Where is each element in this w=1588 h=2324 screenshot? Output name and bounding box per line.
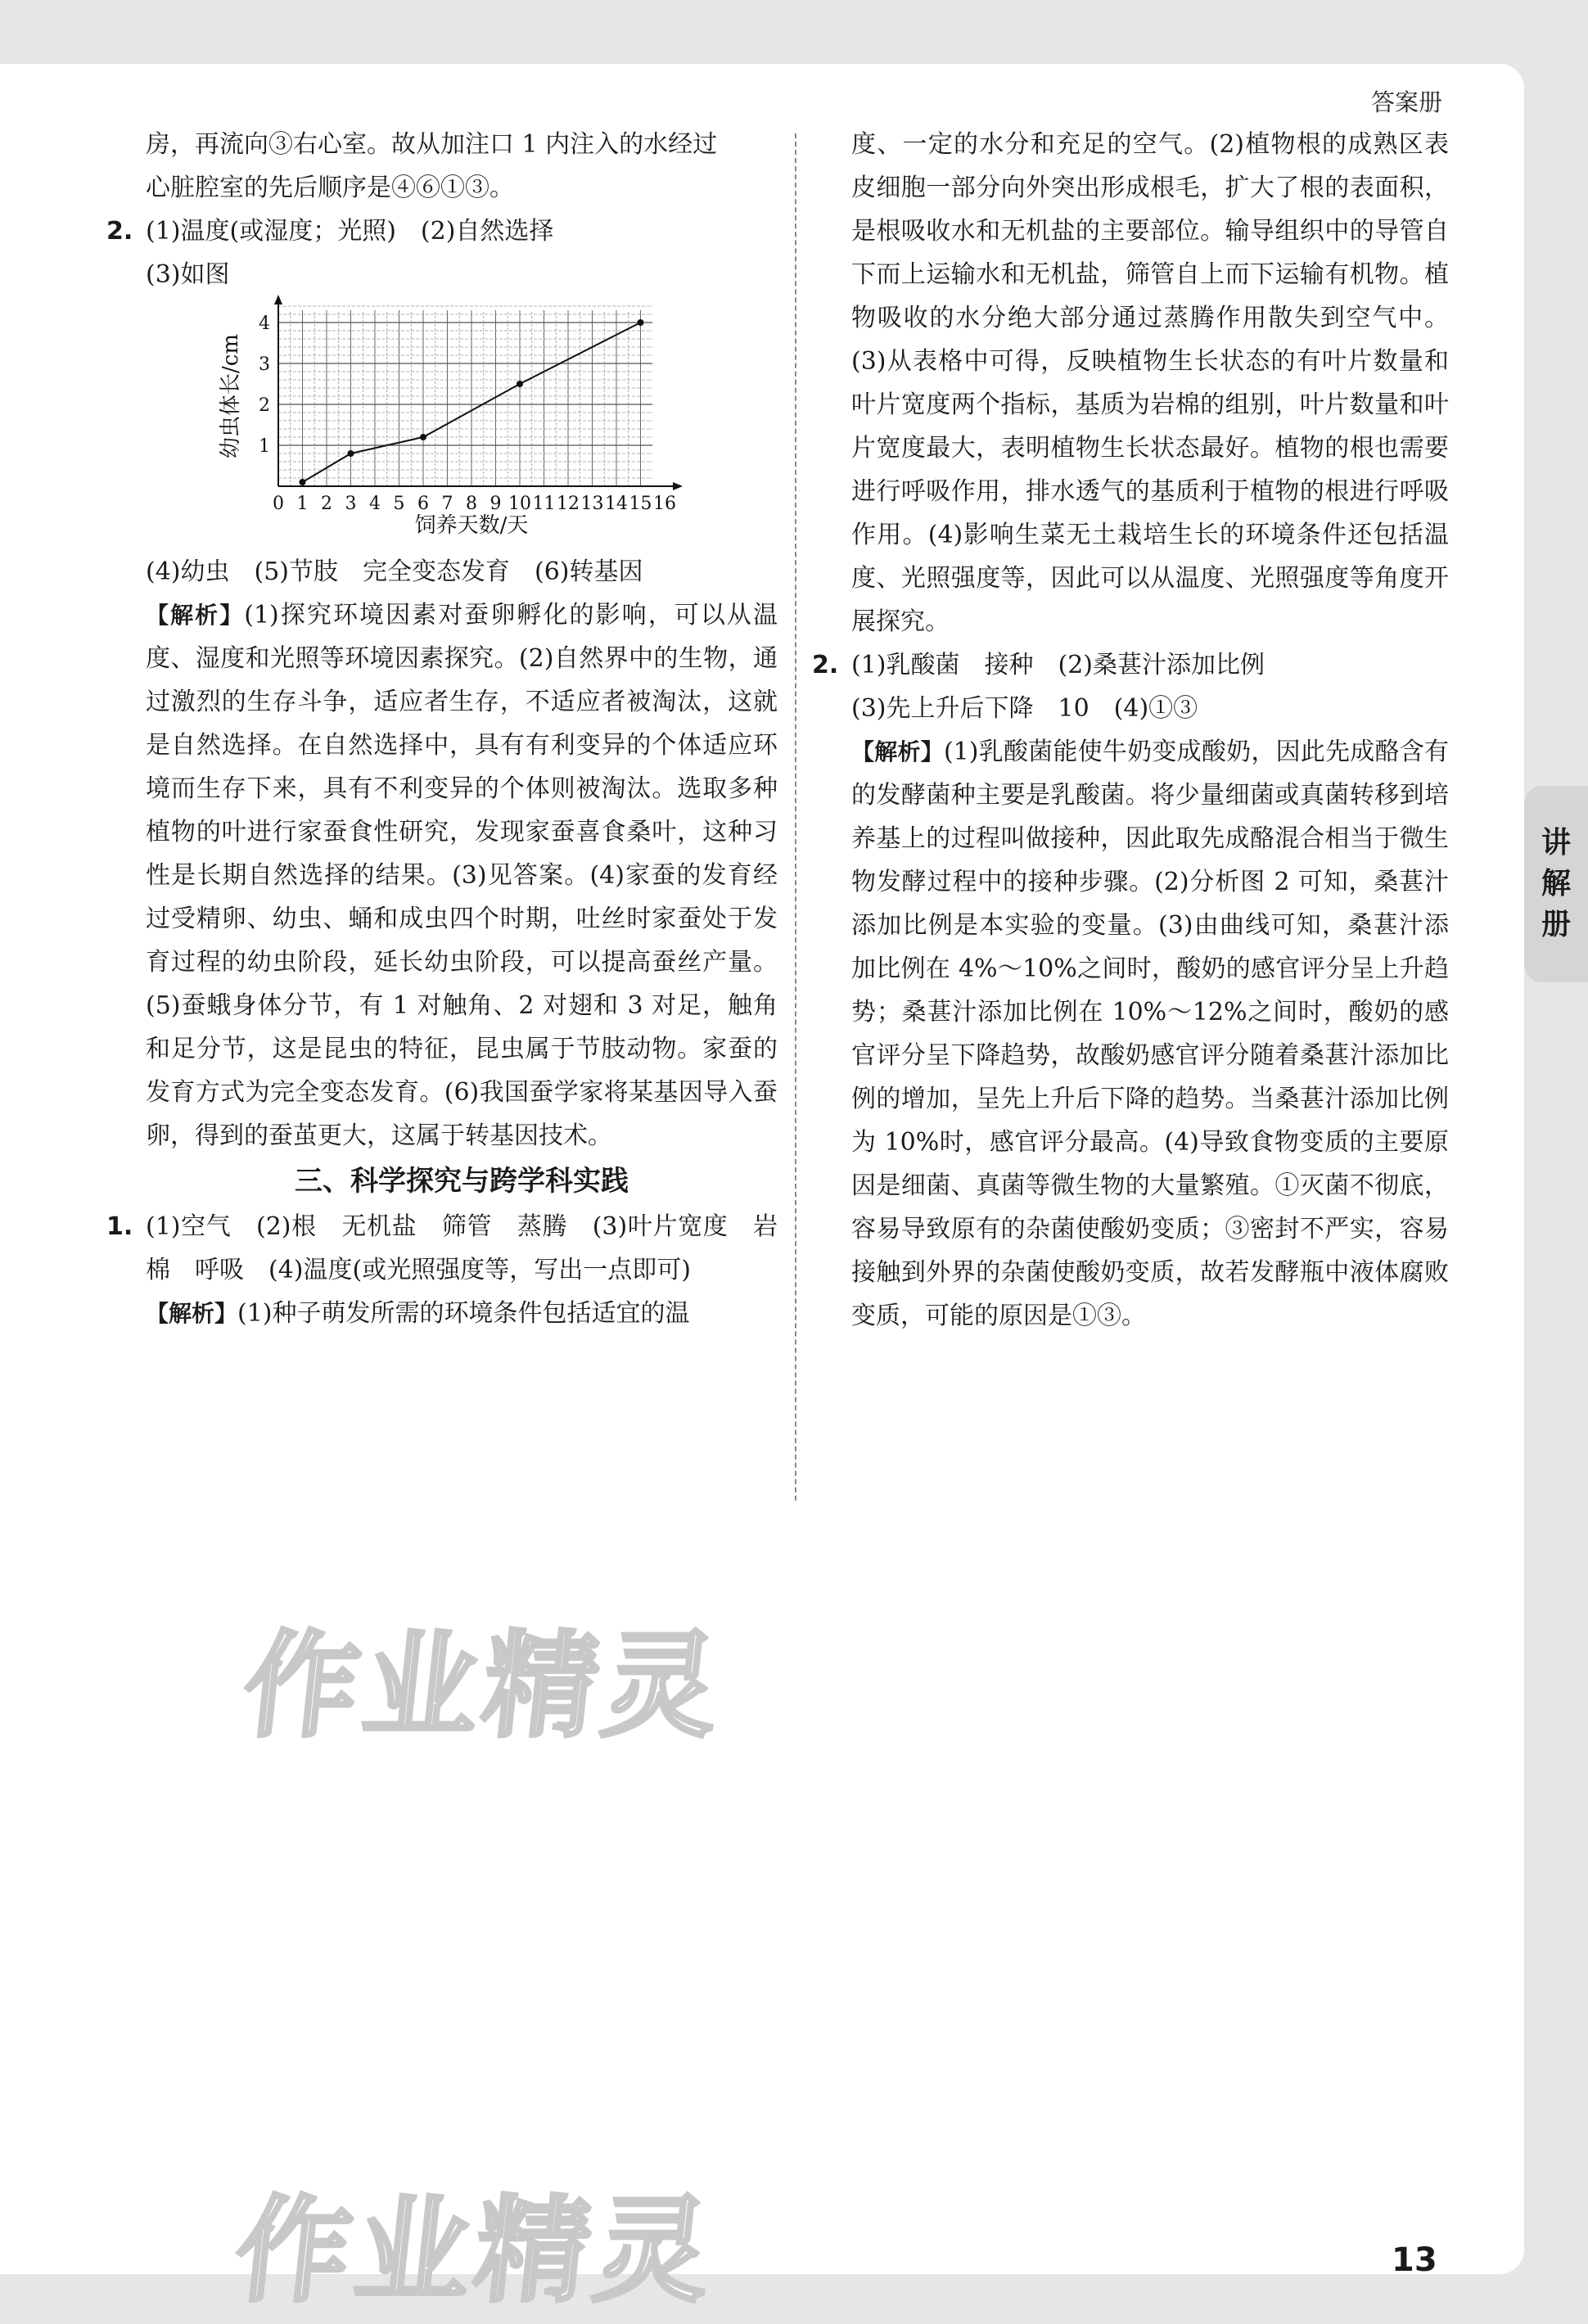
watermark: 作业精灵 [237,1620,730,1753]
x-tick-label: 7 [441,494,453,514]
page-number: 13 [1392,2241,1437,2279]
x-tick-label: 16 [653,494,676,514]
analysis-label: 【解析】 [851,738,944,765]
larva-length-chart [146,300,778,545]
x-tick-label: 15 [629,494,652,514]
header-label: 答案册 [1370,88,1442,116]
analysis-text: (1)乳酸菌能使牛奶变成酸奶，因此先成酪含有的发酵菌种主要是乳酸菌。将少量细菌或真菌转移到培养基上的过程叫做接种，因此取先成酪混合相当于微生物发酵过程中的接种步骤。(2)分析图 2 可知，桑葚汁添加比例是本实验的变量。(3)由曲线可知，桑葚汁添加比例在 4%～10%之间时，酸奶的感官评分呈上升趋势；桑葚汁添加比例在 10%～12%之间时，酸奶的感官评分呈下降趋势，故酸奶感官评分随着桑葚汁添加比例的增加，呈先上升后下降的趋势。当桑葚汁添加比例为 10%时，感官评分最高。(4)导致食物变质的主要原因是细菌、真菌等微生物的大量繁殖。①灭菌不彻底，容易导致原有的杂菌使酸奶变质；③密封不严实，容易接触到外界的杂菌使酸奶变质，故若发酵瓶中液体腐败变质，可能的原因是①③。 [851,738,1449,1330]
analysis-text: (1)探究环境因素对蚕卵孵化的影响，可以从温度、湿度和光照等环境因素探究。(2)自然界中的生物，通过激烈的生存斗争，适应者生存，不适应者被淘汰，这就是自然选择。在自然选择中，具有有利变异的个体适应环境而生存下来，具有不利变异的个体则被淘汰。选取多种植物的叶进行家蚕食性研究，发现家蚕喜食桑叶，这种习性是长期自然选择的结果。(3)见答案。(4)家蚕的发育经过受精卵、幼虫、蛹和成虫四个时期，吐丝时家蚕处于发育过程的幼虫阶段，延长幼虫阶段，可以提高蚕丝产量。(5)蚕蛾身体分节，有 1 对触角、2 对翅和 3 对足，触角和足分节，这是昆虫的特征，昆虫属于节肢动物。家蚕的发育方式为完全变态发育。(6)我国蚕学家将某基因导入蚕卵，得到的蚕茧更大，这属于转基因技术。 [146,601,778,1150]
x-tick-label: 10 [508,494,531,514]
data-point [420,434,426,440]
answer-line-2: (3)如图 [146,260,230,289]
x-tick-label: 12 [557,494,580,514]
answer-line-3: (4)幼虫 (5)节肢 完全变态发育 (6)转基因 [146,557,643,586]
x-tick-label: 2 [321,494,332,514]
x-tick-label: 1 [296,494,309,514]
x-tick-label: 8 [466,494,477,514]
side-tab-char: 册 [1541,908,1571,941]
data-point [638,319,644,326]
y-tick-label: 4 [259,314,270,334]
answer-line-1: (1)温度(或湿度；光照) (2)自然选择 [146,217,554,246]
side-tab-char: 解 [1541,867,1571,900]
analysis-paragraph [146,1292,778,1335]
answer-line-1: (1)乳酸菌 接种 (2)桑葚汁添加比例 [851,651,1265,679]
answer-line-2: (3)先上升后下降 10 (4)①③ [851,694,1198,723]
intro-line-2: 心脏腔室的先后顺序是④⑥①③。 [146,174,514,202]
x-axis-label: 饲养天数/天 [414,513,529,538]
side-tab[interactable] [1524,786,1588,982]
y-tick-label: 3 [259,354,270,375]
page [0,64,1524,2318]
question-number: 2. [812,651,839,679]
question-1-left [106,1205,778,1335]
answer-paragraph: (1)空气 (2)根 无机盐 筛管 蒸腾 (3)叶片宽度 岩棉 呼吸 (4)温度(或光照强度等，写出一点即可) [146,1212,778,1284]
y-tick-label: 1 [259,436,270,457]
x-tick-label: 9 [489,494,502,514]
intro-line-1: 房，再流向③右心室。故从加注口 1 内注入的水经过 [146,130,718,159]
data-point [300,479,306,485]
question-number: 2. [106,217,133,246]
x-tick-label: 5 [393,494,405,514]
side-tab-char: 讲 [1541,826,1571,860]
analysis-text: (1)种子萌发所需的环境条件包括适宜的温 [237,1299,690,1328]
question-2-right [812,643,1449,1338]
watermark: 作业精灵 [229,2185,722,2318]
right-column [812,123,1449,1338]
x-tick-label: 14 [605,494,628,514]
column-divider [795,133,796,1500]
analysis-paragraph [851,730,1449,1338]
x-tick-label: 4 [369,494,381,514]
x-axis-arrow [673,482,683,490]
left-column [106,123,778,1335]
analysis-paragraph [146,593,778,1157]
y-axis-label: 幼虫体长/cm [219,334,243,458]
x-tick-label: 13 [580,494,604,514]
data-point [517,381,523,387]
x-tick-label: 3 [345,494,357,514]
analysis-label: 【解析】 [146,1300,238,1327]
y-tick-label: 2 [259,395,270,416]
chart-svg [146,300,676,545]
data-point [348,450,354,457]
x-tick-label: 11 [532,494,556,514]
section-title: 三、科学探究与跨学科实践 [295,1165,629,1198]
analysis-label: 【解析】 [146,602,245,629]
analysis-continuation: 度、一定的水分和充足的空气。(2)植物根的成熟区表皮细胞一部分向外突出形成根毛，扩大了根的表面积，是根吸收水和无机盐的主要部位。输导组织中的导管自下而上运输水和无机盐，筛管自上而下运输有机物。植物吸收的水分绝大部分通过蒸腾作用散失到空气中。(3)从表格中可得，反映植物生长状态的有叶片数量和叶片宽度两个指标，基质为岩棉的组别，叶片数量和叶片宽度最大，表明植物生长状态最好。植物的根也需要进行呼吸作用，排水透气的基质利于植物的根进行呼吸作用。(4)影响生菜无土栽培生长的环境条件还包括温度、光照强度等，因此可以从温度、光照强度等角度开展探究。 [851,130,1449,636]
question-number: 1. [106,1212,133,1241]
x-tick-label: 0 [273,494,284,514]
x-tick-label: 6 [417,494,429,514]
question-2-left [106,210,778,1157]
